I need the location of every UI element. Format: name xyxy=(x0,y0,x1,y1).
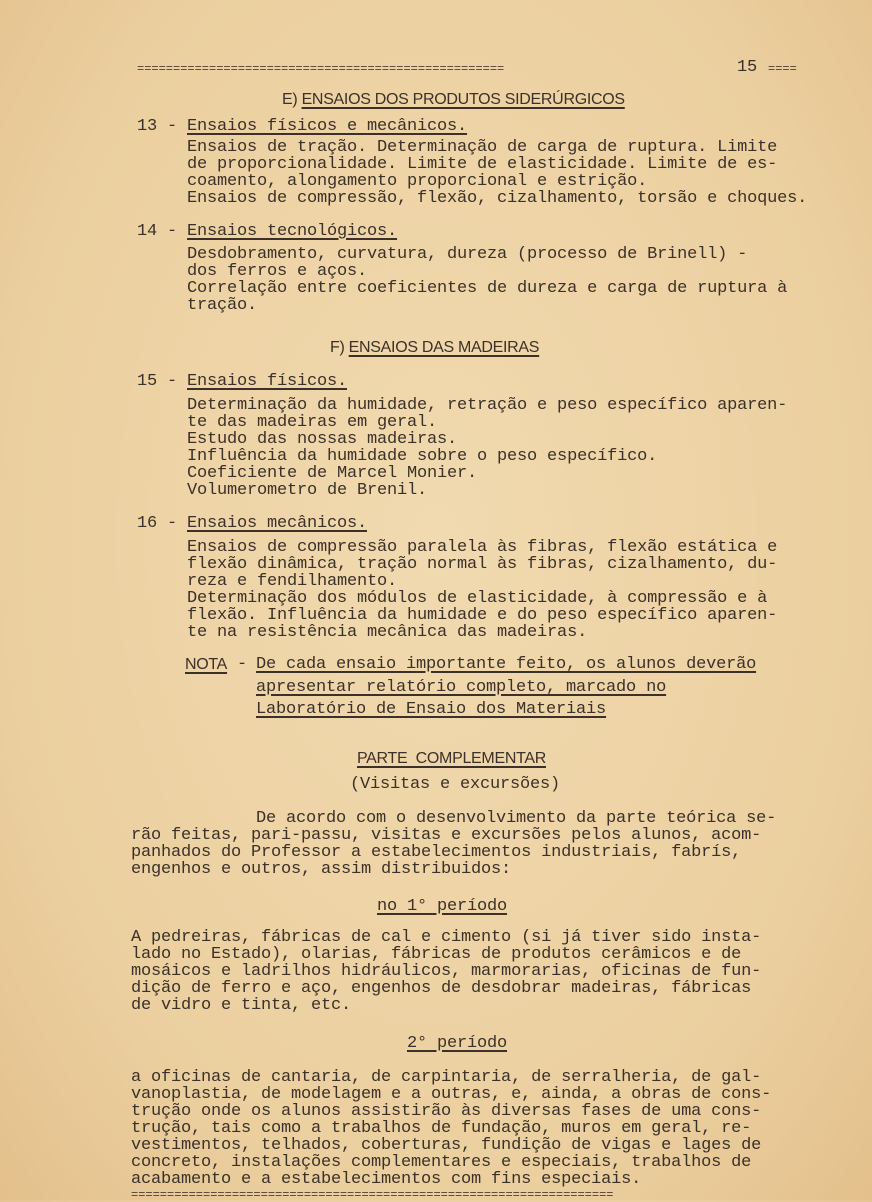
section-title: ENSAIOS DOS PRODUTOS SIDERÚRGICOS xyxy=(301,91,625,108)
text-line: de vidro e tinta, etc. xyxy=(131,996,352,1015)
text-line: reza e fendilhamento. xyxy=(187,572,398,591)
section-prefix: F) xyxy=(330,339,345,356)
item-15-body xyxy=(187,397,787,499)
text-line: flexão dinâmica, tração normal às fibras, cizalhamento, du- xyxy=(187,555,778,574)
period-1-body xyxy=(131,929,761,1014)
text-line: tração. xyxy=(187,296,258,315)
text-line: concreto, instalações complementares e especiais, trabalhos de xyxy=(131,1153,752,1172)
nota-line: Laboratório de Ensaio dos Materiais xyxy=(256,700,607,719)
item-14-heading: Ensaios tecnológicos. xyxy=(187,222,398,241)
period-2-title: 2° período xyxy=(407,1034,508,1053)
text-line: dos ferros e aços. xyxy=(187,262,368,281)
text-line: trução onde os alunos assistirão às diversas fases de uma cons- xyxy=(131,1102,762,1121)
section-title: ENSAIOS DAS MADEIRAS xyxy=(348,339,540,356)
text-line: A pedreiras, fábricas de cal e cimento (si já tiver sido insta- xyxy=(131,928,762,947)
text-line: te na resistência mecânica das madeiras. xyxy=(187,623,588,642)
item-15-number: 15 - xyxy=(137,372,178,391)
text-line: Determinação dos módulos de elasticidade, à compressão e à xyxy=(187,589,768,608)
item-14-body xyxy=(187,246,787,314)
nota-line: De cada ensaio importante feito, os alunos deverão xyxy=(256,655,757,674)
nota-dash: - xyxy=(237,655,248,674)
footer-rule: =================================================================== xyxy=(131,1188,614,1202)
intro-body xyxy=(131,827,761,878)
text-line: Estudo das nossas madeiras. xyxy=(187,430,458,449)
header-rule: =================================================== xyxy=(137,62,505,76)
text-line: Ensaios de tração. Determinação de carga de ruptura. Limite xyxy=(187,138,778,157)
text-line: coamento, alongamento proporcional e estrição. xyxy=(187,172,648,191)
text-line: rão feitas, pari-passu, visitas e excursões pelos alunos, acom- xyxy=(131,826,762,845)
text-line: Influência da humidade sobre o peso específico. xyxy=(187,447,658,466)
text-line: Ensaios de compressão, flexão, cizalhamento, torsão e choques. xyxy=(187,189,808,208)
text-line: acabamento e a estabelecimentos com fins especiais. xyxy=(131,1170,642,1189)
section-e-heading xyxy=(282,91,625,108)
page-number: 15 xyxy=(737,58,758,77)
period-1-title: no 1° período xyxy=(377,897,508,916)
item-15-heading: Ensaios físicos. xyxy=(187,372,348,391)
complementar-title: PARTE COMPLEMENTAR xyxy=(357,750,546,767)
text-line: Correlação entre coeficientes de dureza e carga de ruptura à xyxy=(187,279,788,298)
text-line: de proporcionalidade. Limite de elasticidade. Limite de es- xyxy=(187,155,778,174)
text-line: te das madeiras em geral. xyxy=(187,413,438,432)
text-line: mosáicos e ladrilhos hidráulicos, marmorarias, oficinas de fun- xyxy=(131,962,762,981)
nota-label: NOTA xyxy=(185,656,228,673)
text-line: lado no Estado), olarias, fábricas de produtos cerâmicos e de xyxy=(131,945,742,964)
nota-line: apresentar relatório completo, marcado no xyxy=(256,678,667,697)
text-line: Determinação da humidade, retração e peso específico aparen- xyxy=(187,396,788,415)
item-13-body xyxy=(187,139,807,207)
text-line: vanoplastia, de modelagem e a outras, e, ainda, a obras de cons- xyxy=(131,1085,772,1104)
text-line: flexão. Influência da humidade e do peso específico aparen- xyxy=(187,606,778,625)
text-line: Coeficiente de Marcel Monier. xyxy=(187,464,478,483)
text-line: vestimentos, telhados, coberturas, fundição de vigas e lages de xyxy=(131,1136,762,1155)
text-line: panhados do Professor a estabelecimentos industriais, fabrís, xyxy=(131,843,742,862)
item-16-body xyxy=(187,539,777,641)
section-prefix: E) xyxy=(282,91,298,108)
text-line: Desdobramento, curvatura, dureza (processo de Brinell) - xyxy=(187,245,748,264)
item-16-heading: Ensaios mecânicos. xyxy=(187,514,368,533)
item-13-number: 13 - xyxy=(137,117,178,136)
text-line: Ensaios de compressão paralela às fibras, flexão estática e xyxy=(187,538,778,557)
section-f-heading xyxy=(330,339,539,356)
item-13-heading: Ensaios físicos e mecânicos. xyxy=(187,117,468,136)
text-line: Volumerometro de Brenil. xyxy=(187,481,428,500)
header-rule-end: ==== xyxy=(768,62,797,76)
text-line: dição de ferro e aço, engenhos de desdobrar madeiras, fábricas xyxy=(131,979,752,998)
text-line: engenhos e outros, assim distribuidos: xyxy=(131,860,512,879)
item-16-number: 16 - xyxy=(137,514,178,533)
intro-line: De acordo com o desenvolvimento da parte teórica se- xyxy=(256,809,777,828)
item-14-number: 14 - xyxy=(137,222,178,241)
text-line: a oficinas de cantaria, de carpintaria, de serralheria, de gal- xyxy=(131,1068,762,1087)
period-2-body xyxy=(131,1069,771,1188)
complementar-subtitle: (Visitas e excursões) xyxy=(350,775,561,794)
text-line: trução, tais como a trabalhos de fundação, muros em geral, re- xyxy=(131,1119,752,1138)
